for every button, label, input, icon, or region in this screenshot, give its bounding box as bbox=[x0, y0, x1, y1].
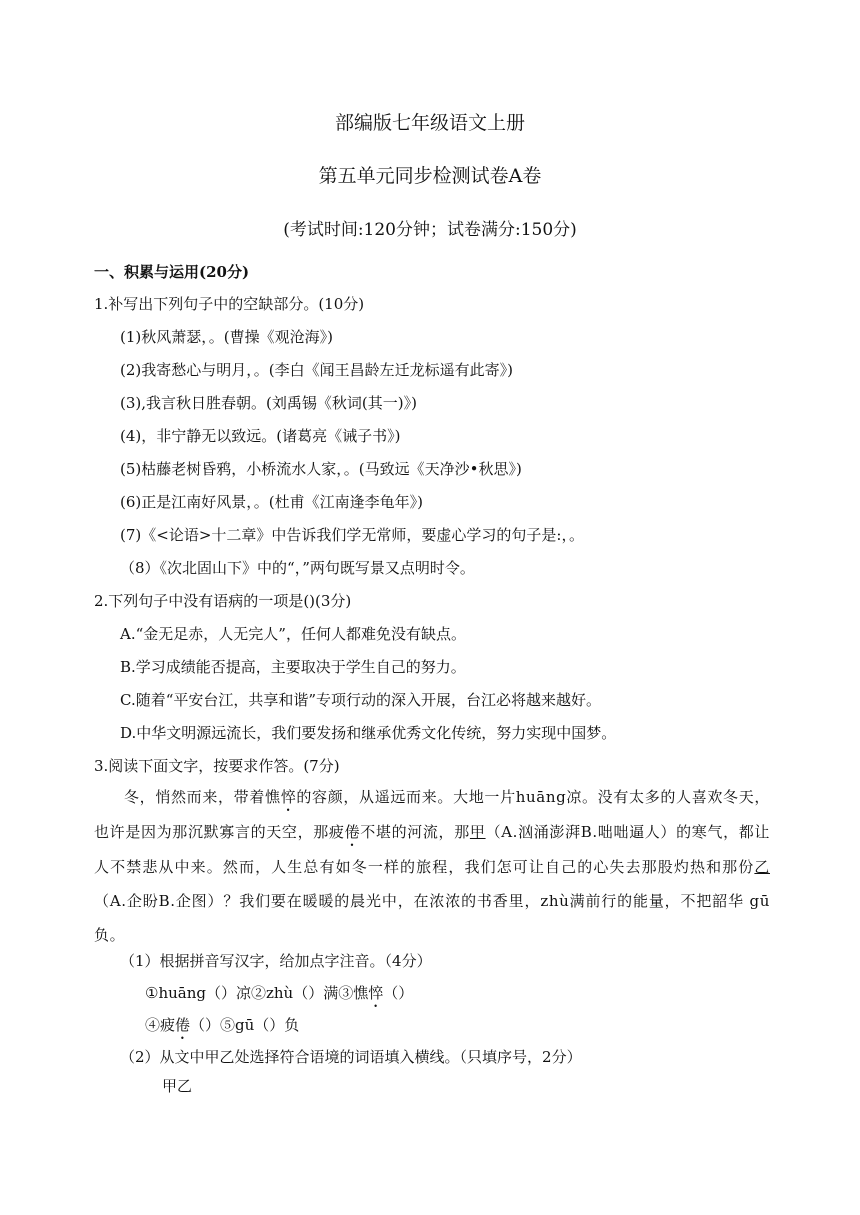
question-2-stem: 2.下列句子中没有语病的一项是()(3分) bbox=[94, 592, 352, 610]
passage-text: （A.企盼B.企图）？我们要在暖暖的晨光中，在浓浓的书香里，zhù满前行的能量，不把韶华 gū负。 bbox=[94, 892, 770, 944]
pinyin-text: （）⑤gū（）负 bbox=[190, 1016, 300, 1034]
sub-question-2-answer: 甲乙 bbox=[162, 1077, 193, 1095]
pinyin-line-1 bbox=[145, 983, 413, 1011]
question-1-item: (5)枯藤老树昏鸦，小桥流水人家，。(马致远《天净沙•秋思》) bbox=[120, 460, 522, 478]
reading-passage bbox=[94, 780, 770, 952]
question-1-item: (2)我寄愁心与明月，。(李白《闻王昌龄左迁龙标遥有此寄》) bbox=[120, 361, 513, 379]
blank-yi: 乙 bbox=[754, 858, 770, 876]
question-1-item: (4)，非宁静无以致远。(诸葛亮《诫子书》) bbox=[120, 427, 401, 445]
exam-info: (考试时间:120分钟；试卷满分:150分) bbox=[283, 220, 577, 240]
question-1-item: (1)秋风萧瑟，。(曹操《观沧海》) bbox=[120, 328, 333, 346]
passage-text: 的容颜，从遥远而来。大地一片huāng凉。没有太多的人喜欢冬天，也许是因为那沉默寡言的天空，那疲 bbox=[94, 788, 770, 841]
question-3-stem: 3.阅读下面文字，按要求作答。(7分) bbox=[94, 757, 340, 775]
pinyin-line-2 bbox=[145, 1015, 299, 1043]
paper-title: 部编版七年级语文上册 bbox=[334, 112, 525, 134]
sub-question-2-stem: （2）从文中甲乙处选择符合语境的词语填入横线。（只填序号，2分） bbox=[120, 1048, 582, 1066]
sub-question-1-stem: （1）根据拼音写汉字，给加点字注音。（4分） bbox=[120, 952, 432, 970]
dotted-char: 悴 bbox=[368, 984, 384, 1002]
question-2-option: C.随着“平安台江，共享和谐”专项行动的深入开展，台江必将越来越好。 bbox=[120, 691, 602, 709]
pinyin-text: ①huāng（）凉②zhù（）满③憔 bbox=[145, 984, 369, 1002]
paper-subtitle: 第五单元同步检测试卷A卷 bbox=[318, 165, 542, 187]
pinyin-text: （） bbox=[383, 984, 414, 1002]
question-1-item: (3),我言秋日胜春朝。(刘禹锡《秋词(其一)》) bbox=[120, 394, 417, 412]
dotted-char: 悴 bbox=[280, 788, 297, 806]
passage-text: （A.汹涌澎湃B.咄咄逼人）的寒气，都让人不禁悲从中来。然而，人生总有如冬一样的旅程，我们怎可让自己的心失去那股灼热和那份 bbox=[94, 823, 770, 876]
question-2-option: D.中华文明源远流长，我们要发扬和继承优秀文化传统，努力实现中国梦。 bbox=[120, 724, 617, 742]
question-1-item: (6)正是江南好风景，。(杜甫《江南逢李龟年》) bbox=[120, 493, 423, 511]
section-heading: 一、积累与运用(20分) bbox=[94, 263, 250, 281]
dotted-char: 倦 bbox=[175, 1016, 191, 1034]
question-2-option: B.学习成绩能否提高，主要取决于学生自己的努力。 bbox=[120, 658, 466, 676]
blank-jia: 甲 bbox=[469, 823, 486, 841]
question-1-item: （8）《次北固山下》中的“，”两句既写景又点明时令。 bbox=[120, 559, 475, 577]
passage-text: 不堪的河流，那 bbox=[360, 823, 470, 841]
passage-text: 冬，悄然而来，带着憔 bbox=[124, 788, 281, 806]
question-1-item: (7)《<论语>十二章》中告诉我们学无常师，要虚心学习的句子是:，。 bbox=[120, 526, 584, 544]
dotted-char: 倦 bbox=[344, 823, 361, 841]
question-2-option: A.“金无足赤，人无完人”，任何人都难免没有缺点。 bbox=[120, 625, 466, 643]
pinyin-text: ④疲 bbox=[145, 1016, 176, 1034]
question-1-stem: 1.补写出下列句子中的空缺部分。(10分) bbox=[94, 295, 365, 313]
